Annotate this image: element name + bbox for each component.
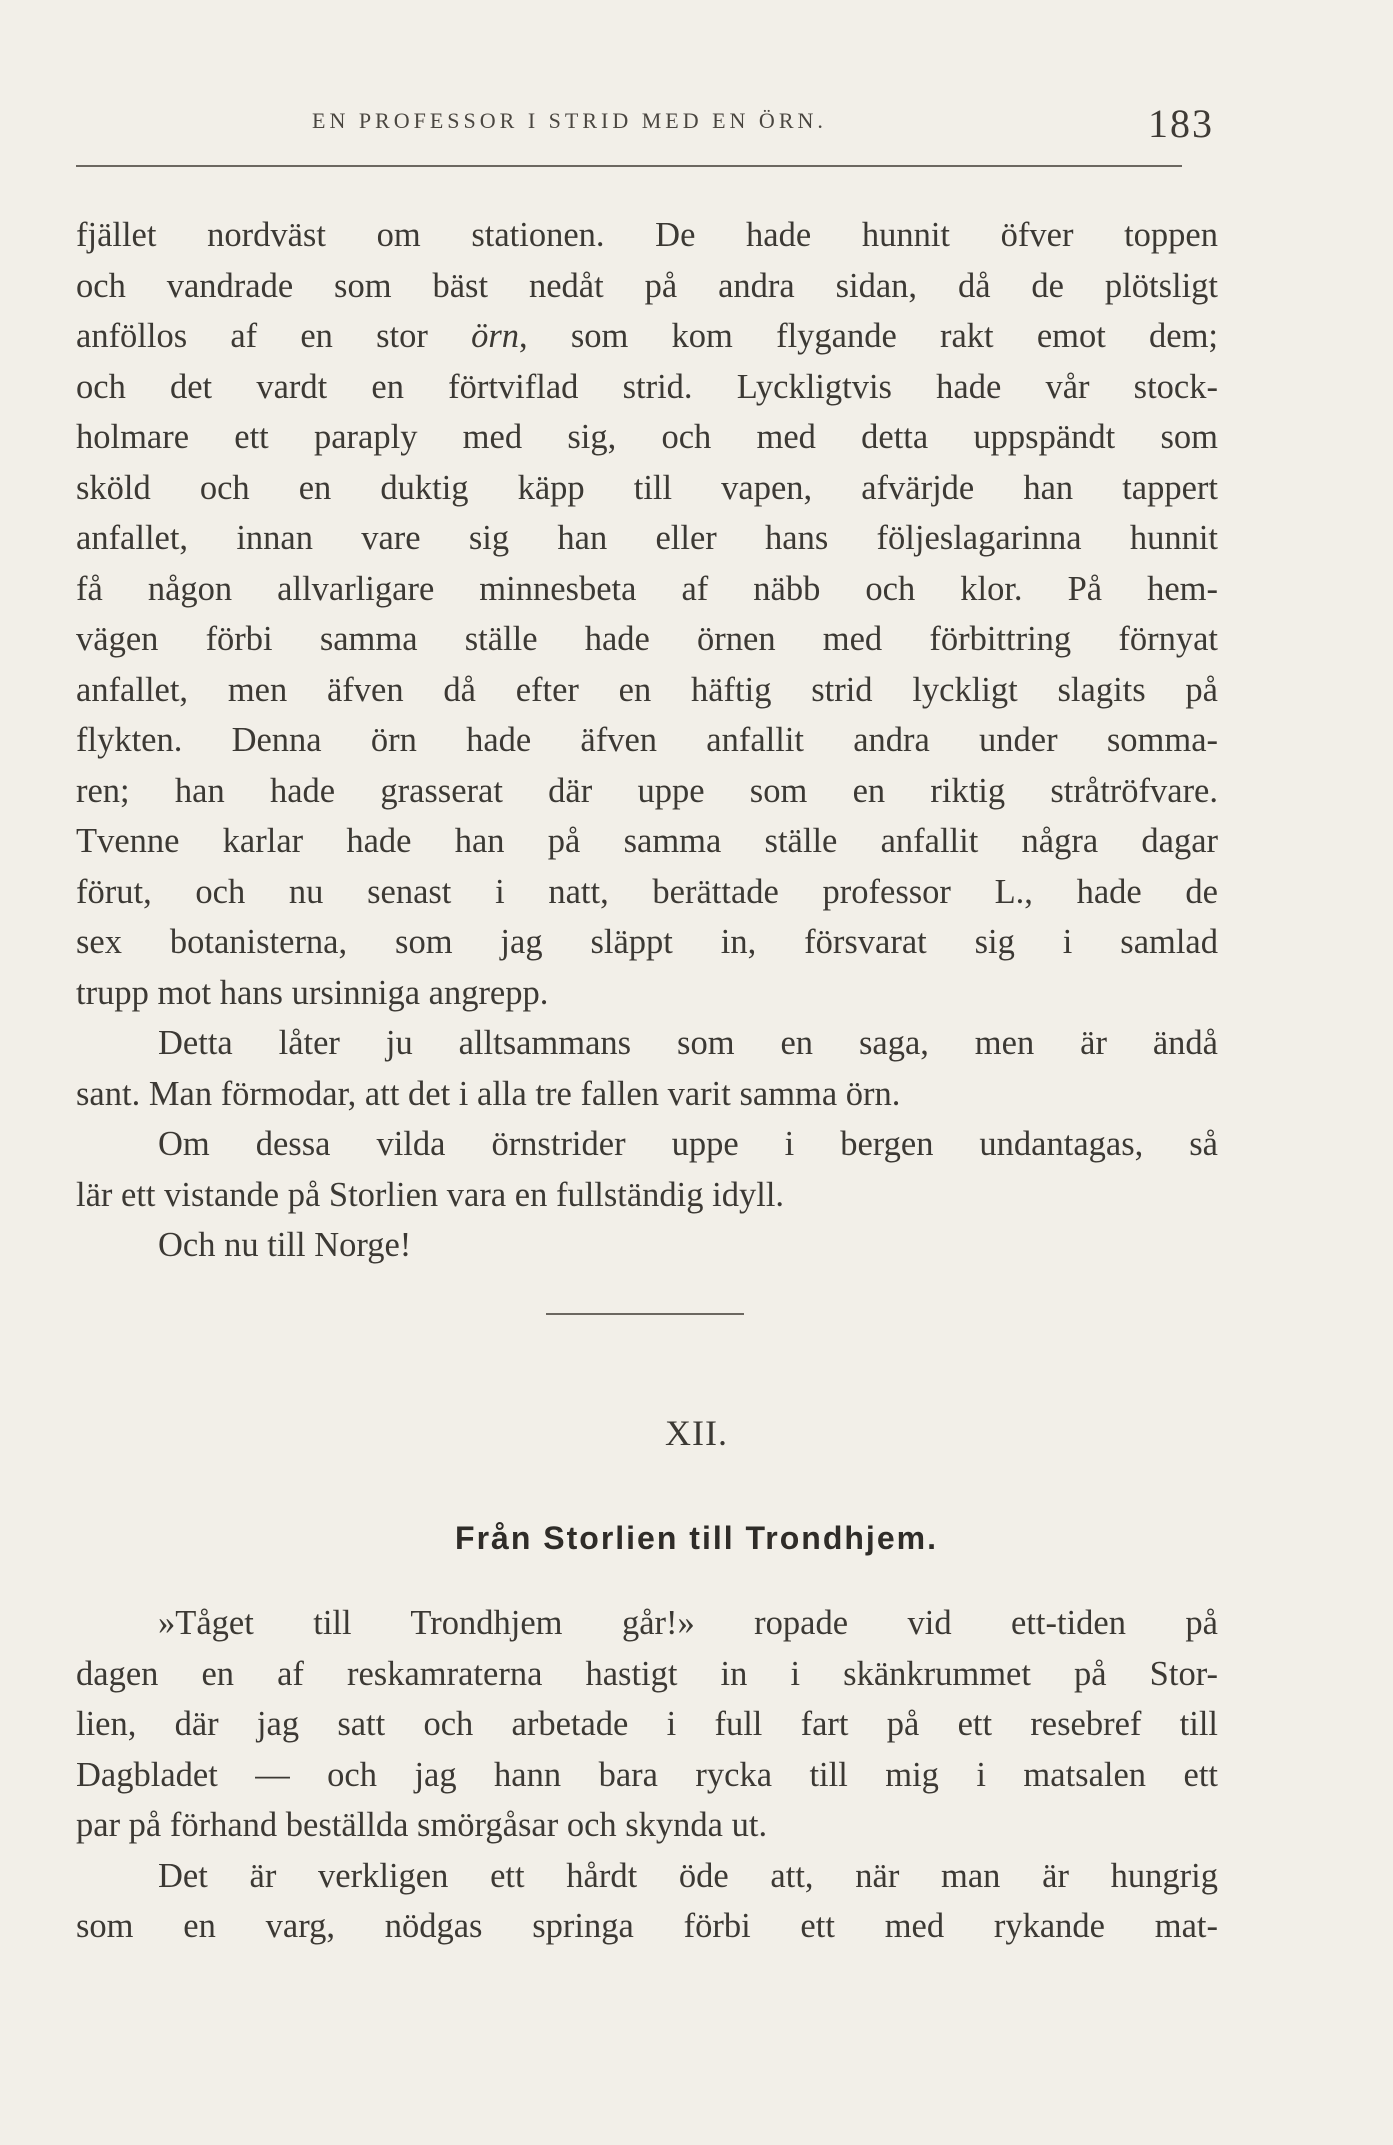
running-title: EN PROFESSOR I STRID MED EN ÖRN. (312, 108, 827, 133)
text-line: lär ett vistande på Storlien vara en fullständig idyll. (76, 1175, 785, 1214)
text-line: och vandrade som bäst nedåt på andra sidan, då de plötsligt (76, 266, 1218, 305)
body-text-before-chapter (76, 210, 1218, 1271)
paragraph (76, 1018, 1218, 1119)
paragraph (76, 1119, 1218, 1220)
text-line: sant. Man förmodar, att det i alla tre fallen varit samma örn. (76, 1074, 901, 1113)
paragraph (76, 1598, 1218, 1851)
text-line: holmare ett paraply med sig, och med detta uppspändt som (76, 418, 1218, 456)
text-line: Dagbladet — och jag hann bara rycka till mig i matsalen ett (76, 1755, 1218, 1794)
text-line: Tvenne karlar hade han på samma ställe anfallit några dagar (76, 822, 1218, 860)
text-line: sköld och en duktig käpp till vapen, afvärjde han tappert (76, 468, 1218, 507)
text-line: fjället nordväst om stationen. De hade hunnit öfver toppen (76, 216, 1218, 254)
text-line: få någon allvarligare minnesbeta af näbb och klor. På hem- (76, 569, 1218, 608)
text-line: Om dessa vilda örnstrider uppe i bergen undantagas, så (158, 1125, 1218, 1163)
text-line: anfallet, innan vare sig han eller hans följeslagarinna hunnit (76, 519, 1218, 557)
text-line: Det är verkligen ett hårdt öde att, när man är hungrig (158, 1856, 1218, 1895)
text-line: lien, där jag satt och arbetade i full fart på ett resebref till (76, 1705, 1218, 1743)
text-line: ren; han hade grasserat där uppe som en riktig stråtröfvare. (76, 771, 1218, 810)
text-line: vägen förbi samma ställe hade örnen med förbittring förnyat (76, 620, 1218, 658)
text-segment: , som kom flygande rakt emot dem; (519, 317, 1218, 355)
body-text-after-chapter (76, 1598, 1218, 1952)
text-line: flykten. Denna örn hade äfven anfallit andra under somma- (76, 721, 1218, 759)
page-header (0, 0, 1393, 180)
text-line: som en varg, nödgas springa förbi ett med rykande mat- (76, 1907, 1218, 1945)
text-line: dagen en af reskamraterna hastigt in i skänkrummet på Stor- (76, 1654, 1218, 1693)
text-line: Detta låter ju alltsammans som en saga, men är ändå (158, 1024, 1218, 1062)
text-line: trupp mot hans ursinniga angrepp. (76, 973, 549, 1012)
text-line: anfallet, men äfven då efter en häftig strid lyckligt slagits på (76, 670, 1218, 709)
chapter-title: Från Storlien till Trondhjem. (455, 1520, 938, 1556)
paragraph (76, 1220, 1218, 1271)
paragraph (76, 1851, 1218, 1952)
text-line (76, 311, 1218, 362)
emphasized-word: örn (471, 317, 520, 355)
text-line: »Tåget till Trondhjem går!» ropade vid ett-tiden på (158, 1604, 1218, 1642)
text-line: förut, och nu senast i natt, berättade professor L., hade de (76, 872, 1218, 911)
section-divider (546, 1313, 744, 1315)
page-number: 183 (1148, 101, 1214, 146)
text-segment: anföllos af en stor (76, 317, 472, 355)
text-line: par på förhand beställda smörgåsar och skynda ut. (76, 1806, 768, 1844)
text-line: sex botanisterna, som jag släppt in, försvarat sig i samlad (76, 923, 1218, 961)
text-line: Och nu till Norge! (158, 1226, 412, 1264)
paragraph (76, 210, 1218, 1018)
text-line: och det vardt en förtviflad strid. Lyckligtvis hade vår stock- (76, 367, 1218, 406)
header-rule (76, 165, 1182, 167)
chapter-number: XII. (665, 1413, 728, 1453)
